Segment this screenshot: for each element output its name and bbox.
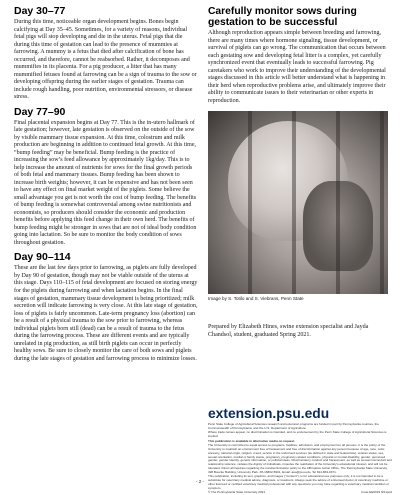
alternative-media-statement: This publication is available in alternative media on request.	[208, 438, 296, 443]
section-day-30-77	[14, 6, 198, 102]
section-day-90-114	[14, 252, 198, 363]
section-body: Final placental expansion begins at Day 77. This is the in-utero hallmark of late gestation; however, late gestation is observed on the outside of the sow by visible mammary tissue expansion. At this time, colostrum and milk production are beginning in addition to continued fetal growth. At this time, “bump feeding” may be beneficial. Bump feeding is the practice of increasing the sow’s feed allowance by approximately 1kg/day. This is to help increase the amount of nutrients for sows for the final growth periods of both fetal and mammary tissues. Bump feeding has been shown to increase birth weights; however, it can be expensive and has not been seen to have any effect on final market weight of the piglets. Some believe the small advantage you get is not worth the cost of bump feeding. The benefits of bump feeding is somewhat controversial among swine nutritionists and economists, so producers should consider the economic and production benefits before applying this feed change in their own herd. The benefits of bump feeding might be stronger in sows that are not of ideal body condition going into lactation. So be sure to monitor the body condition of sows throughout gestation.	[14, 119, 197, 246]
section-body: These are the last few days prior to farrowing, as piglets are fully developed by Day 90 of gestation, though may not be viable outside of the uterus at this stage. Days 110–115 of fetal development are focused on storing energy for the piglets during farrowing and when lactation begins. In the final stages of gestation, mammary tissue development is being prioritized; milk secretion will indicate farrowing is very close. At this late stage of gestation, loss of piglets is fairly uncommon. Late-term pregnancy loss (abortion) can be a result of a physical trauma to the sow prior to farrowing, whereas individual piglets born still (dead) can be a result of trauma to the fetus during the farrowing process. These are different events and are typically unrelated in pig production, as still birth piglets can occur in perfectly healthy sows. Be sure to closely monitor the care of both sows and piglets during the late stages of gestation and farrowing process to minimize losses.	[14, 265, 198, 362]
left-column	[14, 6, 198, 368]
crate-bars	[208, 111, 388, 294]
trade-names-statement: Where trade names appear, no discrimination is intended, and no endorsement by the Penn State College of Agricultural Sciences is implied.	[208, 430, 387, 439]
right-column	[208, 6, 388, 339]
page-number: - 2 -	[195, 479, 205, 484]
nondiscrimination-statement: The University is committed to equal access to programs, facilities, admission, and employment for all persons. It is the policy of the University to maintain an environment free of harassment and free of discrimination against any person because of age, race, color, ancestry, national origin, religion, creed, service in the uniformed services (as defined in state and federal law), veteran status, sex, sexual orientation, marital or family status, pregnancy, pregnancy-related conditions, physical or mental disability, gender, perceived gender, gender identity, genetic information, or political ideas. Discriminatory conduct and harassment, as well as sexual misconduct and relationship violence, violates the dignity of individuals, impedes the realization of the University’s educational mission, and will not be tolerated. Direct all inquiries regarding the nondiscrimination policy to the Affirmative Action Office, The Pennsylvania State University, 328 Boucke Building, University Park, PA 16802-5901, Email: aao@psu.edu, Tel 814-863-0471.	[208, 443, 392, 474]
copyright: © The Pennsylvania State University 2021	[208, 490, 266, 495]
funding-statement: Penn State College of Agricultural Sciences research and extension programs are funded in part by Pennsylvania counties, the Commonwealth of Pennsylvania, and the U.S. Department of Agriculture.	[208, 422, 379, 430]
prepared-by: Prepared by Elizabeth Hines, swine extension specialist and Jayda Chandsol, student, graduated Spring 2021.	[208, 324, 369, 338]
sow-photo	[208, 111, 388, 294]
section-heading: Day 30–77	[14, 5, 66, 17]
section-body: During this time, noticeable organ development begins. Bones begin calcifying at Day 35–45. Sometimes, for a variety of reasons, individual fetal pigs will stop developing and die in the uterus. Fetal pigs that die during this time of gestation can lead to the presence of mummies at farrowing. A mummy is a fetus that died after calcification of bone has occurred, and therefore, cannot be reabsorbed. Rather, it decomposes and mummifies in its placenta. For a pig producer, a litter that has many mummified fetuses found at farrowing can be a sign of trauma to the sow or developing offspring during the earlier stages of gestation. Trauma can include rough handling, poor nutrition, environmental stressors, or disease stress.	[14, 19, 197, 101]
section-heading: Day 77–90	[14, 105, 66, 118]
publication-code: Code EE0019 9/21pod	[361, 490, 392, 495]
photo-caption: Image by S. Totilo and S. Viebrans, Penn State	[208, 296, 304, 302]
section-day-77-90	[14, 107, 198, 248]
section-heading: Day 90–114	[14, 251, 71, 264]
conclusion-heading: Carefully monitor sows during gestation to be successful	[208, 6, 357, 28]
extension-url-link[interactable]: extension.psu.edu	[208, 406, 330, 421]
disclaimer-statement: This publication, including its text, graphics, and images (“Content”), is for educational use purposes only; it is not intended to be a substitute for veterinary medical advice, diagnosis, or treatment. Always seek the advice of a licensed doctor of veterinary medicine or other licensed or certified veterinary medical professional with any questions you may have regarding a veterinary medical condition or symptom.	[208, 474, 390, 490]
conclusion-body: Although reproduction appears simple between breeding and farrowing, there are many times where hormone signaling, tissue development, or survival of piglets can go wrong. The communication that occurs between each gestating sow and developing fetal litter is a complex, yet carefully synchronized event that eventually leads to successful farrowing. Pig caretakers who work to improve their understanding of the developmental stages discussed in this article will better understand what is happening in their herd when reproductive problems arise, and ultimately improve their ability to communicate issues to their veterinarian or other experts in reproduction.	[208, 30, 386, 104]
copyright-row	[208, 491, 392, 495]
